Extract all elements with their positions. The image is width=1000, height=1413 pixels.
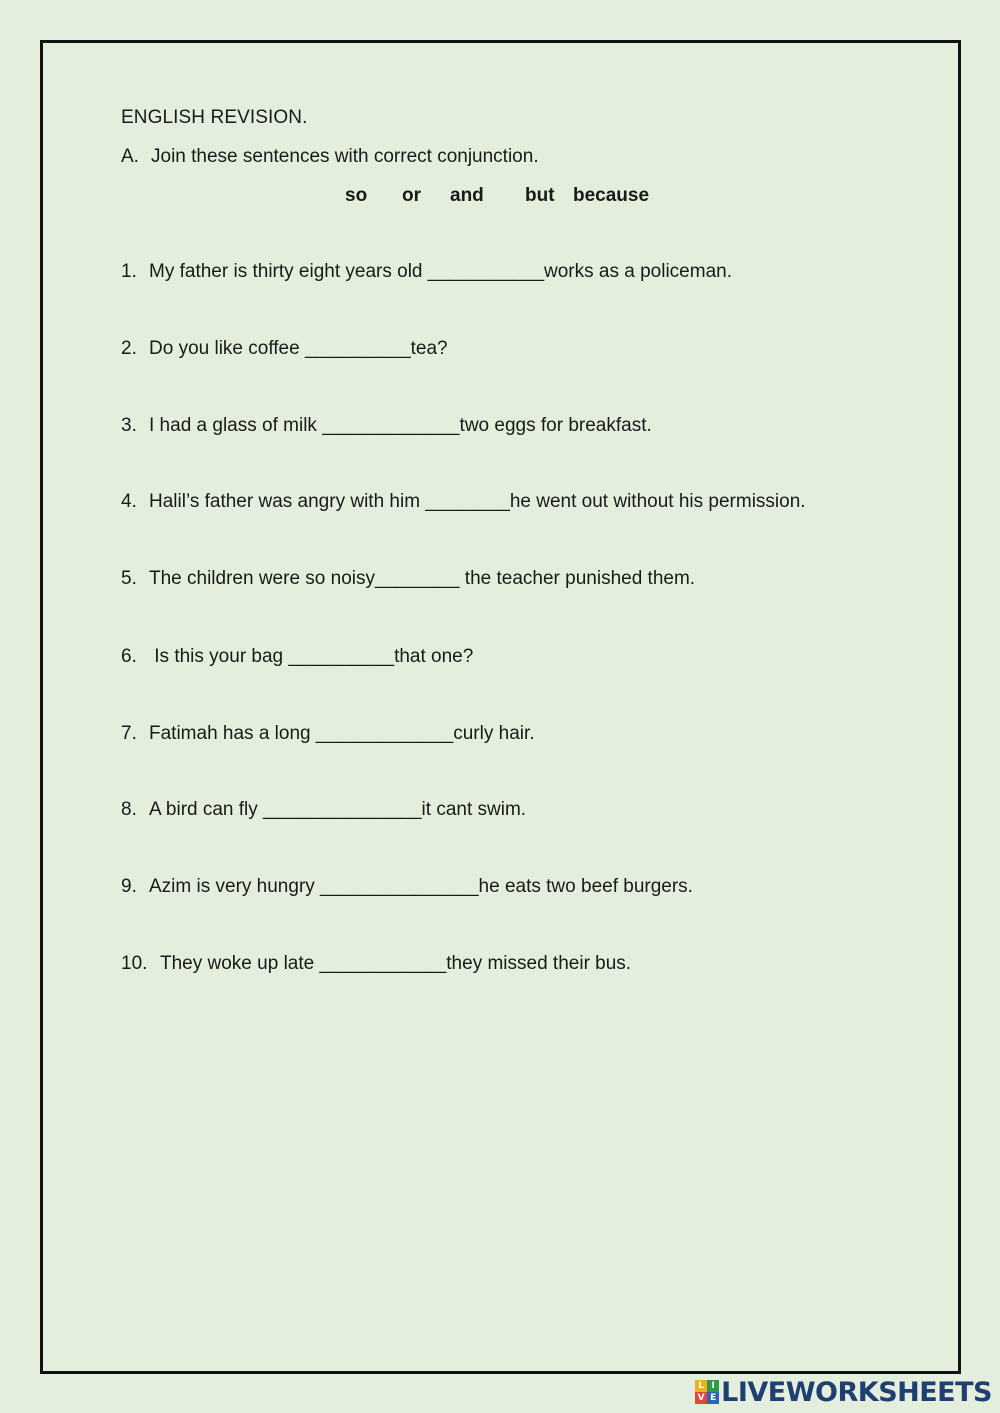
question-number: 6. (121, 646, 137, 667)
question-number: 1. (121, 261, 137, 282)
word-bank-item: so (345, 185, 368, 206)
worksheet-title: ENGLISH REVISION. (121, 107, 308, 128)
question-number: 5. (121, 568, 137, 589)
question-number: 7. (121, 723, 137, 744)
question-number: 9. (121, 876, 137, 897)
question-item (121, 491, 806, 513)
question-item (121, 415, 652, 437)
liveworksheets-logo-icon (695, 1380, 719, 1404)
question-text: A bird can fly _______________it cant swim. (149, 799, 527, 820)
word-bank-item: because (573, 185, 650, 206)
question-text: Fatimah has a long _____________curly hair. (149, 723, 535, 744)
question-text: I had a glass of milk _____________two eggs for breakfast. (149, 415, 652, 436)
logo-mark-tile: I (707, 1380, 719, 1392)
question-text: My father is thirty eight years old ___________works as a policeman. (149, 261, 732, 282)
liveworksheets-logo (695, 1375, 992, 1409)
word-bank-item: or (402, 185, 421, 206)
question-text: Is this your bag __________that one? (149, 646, 474, 667)
question-text: Azim is very hungry _______________he eats two beef burgers. (149, 876, 693, 897)
question-number: 4. (121, 491, 137, 512)
word-bank-item: and (450, 185, 484, 206)
logo-mark-tile: V (695, 1392, 707, 1404)
question-item (121, 799, 526, 821)
question-item (121, 338, 448, 360)
instruction-text: Join these sentences with correct conjunction. (151, 146, 539, 167)
question-item (121, 953, 631, 975)
question-number: 10. (121, 953, 148, 974)
question-item (121, 646, 473, 668)
worksheet-frame (40, 40, 961, 1374)
question-number: 3. (121, 415, 137, 436)
question-text: Do you like coffee __________tea? (149, 338, 448, 359)
question-item (121, 723, 535, 745)
question-item (121, 568, 695, 590)
logo-mark-tile: L (695, 1380, 707, 1392)
section-letter: A. (121, 146, 139, 167)
instruction-line (121, 146, 539, 168)
word-bank (0, 185, 1000, 209)
question-text: The children were so noisy________ the teacher punished them. (149, 568, 696, 589)
question-number: 2. (121, 338, 137, 359)
question-text: Halil’s father was angry with him ________he went out without his permission. (149, 491, 806, 512)
word-bank-item: but (525, 185, 555, 206)
question-item (121, 876, 693, 898)
liveworksheets-logo-text: LIVEWORKSHEETS (721, 1376, 992, 1408)
logo-mark-tile: E (707, 1392, 719, 1404)
question-item (121, 261, 732, 283)
question-number: 8. (121, 799, 137, 820)
question-text: They woke up late ____________they missed their bus. (160, 953, 632, 974)
